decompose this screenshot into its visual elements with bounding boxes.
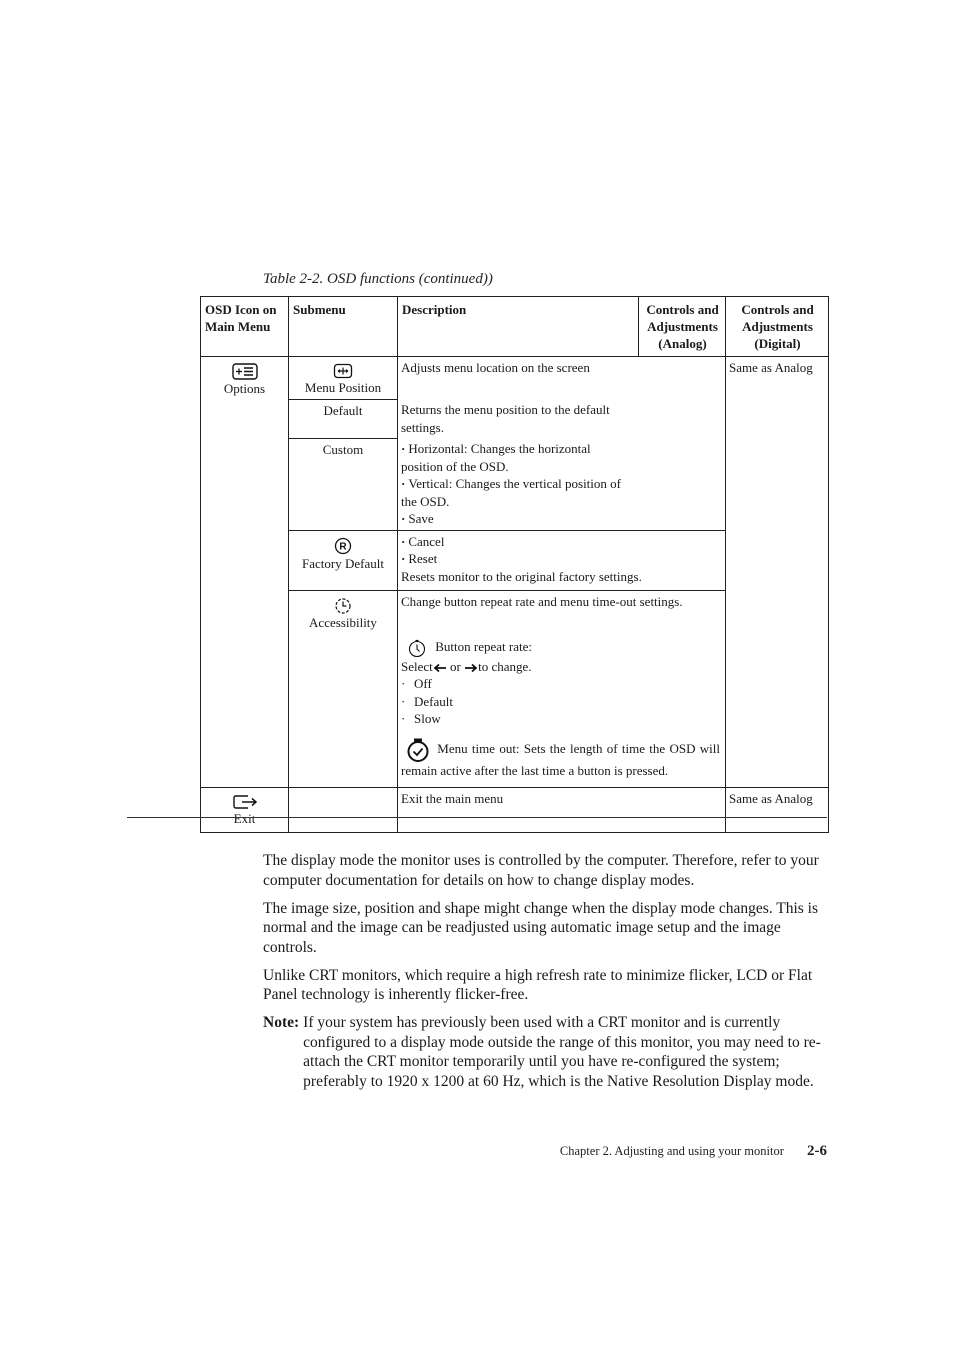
paragraph: Unlike CRT monitors, which require a high refresh rate to minimize flicker, LCD or Flat Panel technology is inherently flicker-free. xyxy=(263,966,813,1003)
chapter-title: Chapter 2. Adjusting and using your monitor xyxy=(559,1144,784,1158)
note xyxy=(263,1013,823,1091)
body-text xyxy=(263,851,823,1091)
select-instruction xyxy=(401,658,722,676)
repeat-option-off: Off xyxy=(414,676,432,692)
menu-position-cell xyxy=(289,357,398,400)
options-icon xyxy=(232,363,258,380)
custom-label: Custom xyxy=(289,438,398,530)
header-description: Description xyxy=(398,297,639,357)
paragraph: The image size, position and shape might change when the display mode changes. This is normal and the image can be readjusted using automatic image setup and the image controls. xyxy=(263,899,819,956)
arrow-right-icon xyxy=(464,663,478,673)
menu-timeout-text: Menu time out: Sets the length of time the OSD will remain active after the last time a button is pressed. xyxy=(401,740,720,778)
options-digital: Same as Analog xyxy=(726,357,829,788)
options-cell xyxy=(201,357,289,788)
list-item: · Save xyxy=(401,510,636,528)
accessibility-label: Accessibility xyxy=(309,614,377,630)
list-item: · Off xyxy=(401,676,432,692)
arrow-left-icon xyxy=(433,663,447,673)
table-row xyxy=(201,357,829,400)
repeat-option-slow: Slow xyxy=(414,711,441,727)
exit-label: Exit xyxy=(233,810,256,826)
options-label: Options xyxy=(223,381,266,396)
menu-position-description: Adjusts menu location on the screen xyxy=(398,357,639,400)
note-text: If your system has previously been used with a CRT monitor and is currently configured to a display mode outside the range of this monitor, you may need to re-attach the CRT monitor temporarily until you have re-configured the system; preferably to 1920 x 1200 at 60 Hz, which is the Native Resolution Display mode. xyxy=(303,1014,821,1090)
menu-timeout-block xyxy=(401,738,722,780)
factory-reset-icon xyxy=(334,537,352,555)
osd-functions-table xyxy=(200,296,829,833)
header-digital: Controls and Adjustments (Digital) xyxy=(726,297,829,357)
select-suffix: to change. xyxy=(478,658,532,674)
page-footer xyxy=(560,1143,827,1160)
stopwatch-icon xyxy=(405,738,431,762)
exit-icon xyxy=(232,794,258,810)
list-item: · Horizontal: Changes the horizontal position of the OSD. xyxy=(401,440,636,475)
header-submenu: Submenu xyxy=(289,297,398,357)
list-item: · Reset xyxy=(401,550,722,568)
page-number: 2-6 xyxy=(807,1143,827,1159)
note-label: Note: xyxy=(263,1014,300,1031)
menu-position-label: Menu Position xyxy=(304,380,382,395)
select-prefix: Select xyxy=(401,658,433,674)
repeat-option-default: Default xyxy=(414,693,453,709)
table-header-row xyxy=(201,297,829,357)
table-row xyxy=(201,787,829,832)
accessibility-description xyxy=(398,590,726,787)
repeat-rate-label: Button repeat rate: xyxy=(435,639,532,654)
factory-default-label: Factory Default xyxy=(302,555,384,571)
default-label: Default xyxy=(289,399,398,438)
paragraph: The display mode the monitor uses is controlled by the computer. Therefore, refer to your computer documentation for details on how to change display modes. xyxy=(263,852,819,889)
list-item: · Vertical: Changes the vertical position of the OSD. xyxy=(401,475,636,510)
default-description: Returns the menu position to the default settings. xyxy=(398,399,639,438)
table-caption: Table 2-2. OSD functions (continued)) xyxy=(263,271,493,287)
factory-default-cell xyxy=(289,530,398,590)
list-item: · Default xyxy=(401,693,453,709)
factory-default-description xyxy=(398,530,726,590)
menu-position-analog xyxy=(639,357,726,531)
exit-cell xyxy=(201,787,289,832)
factory-default-text: Resets monitor to the original factory settings. xyxy=(401,568,642,584)
list-item: · Slow xyxy=(401,711,441,727)
select-or: or xyxy=(450,658,461,674)
exit-description: Exit the main menu xyxy=(398,787,726,832)
exit-submenu xyxy=(289,787,398,832)
svg-text:R: R xyxy=(339,541,347,552)
header-icon: OSD Icon on Main Menu xyxy=(201,297,289,357)
header-analog: Controls and Adjustments (Analog) xyxy=(639,297,726,357)
section-divider xyxy=(127,817,827,818)
menu-position-icon xyxy=(333,363,353,379)
accessibility-cell xyxy=(289,590,398,787)
accessibility-icon xyxy=(334,597,352,614)
timer-icon xyxy=(407,639,427,658)
list-item: · Cancel xyxy=(401,533,722,551)
custom-description xyxy=(398,438,639,530)
accessibility-text: Change button repeat rate and menu time-out settings. xyxy=(401,593,683,609)
exit-digital: Same as Analog xyxy=(726,787,829,832)
